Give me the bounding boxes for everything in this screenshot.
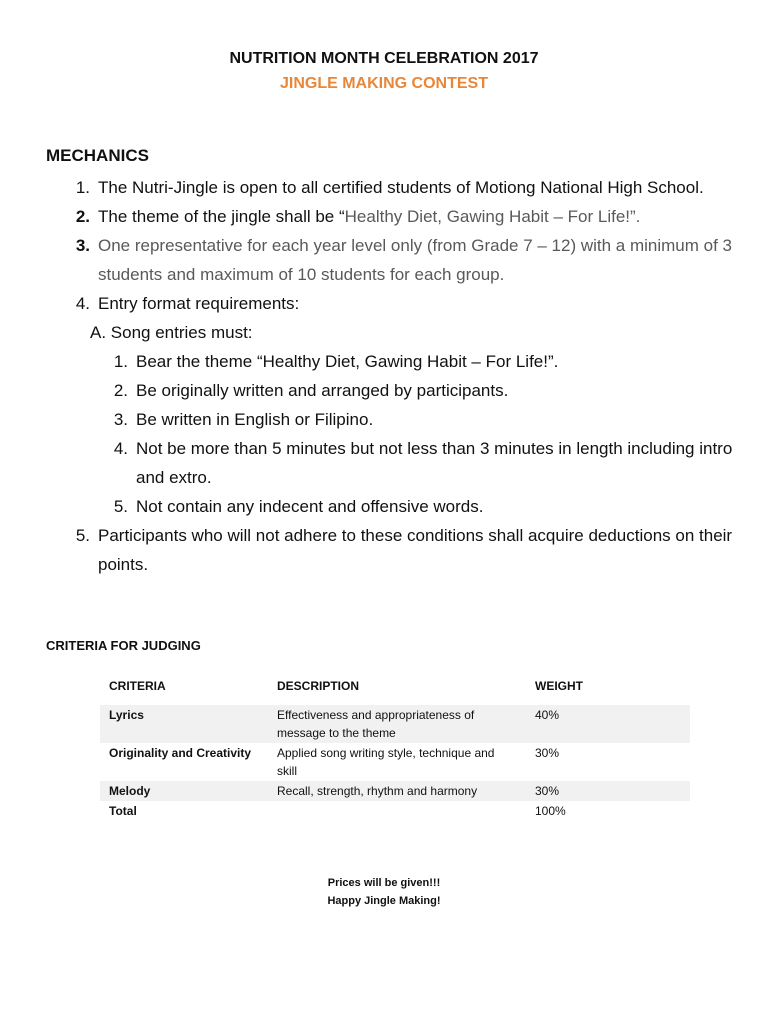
song-entry-item-2: 2. Be originally written and arranged by participants. xyxy=(113,381,509,400)
column-header-description: DESCRIPTION xyxy=(277,679,360,693)
criteria-table xyxy=(100,676,690,821)
song-entry-item-1: 1. Bear the theme “Healthy Diet, Gawing Habit – For Life!”. xyxy=(113,352,559,371)
contest-subtitle: JINGLE MAKING CONTEST xyxy=(279,75,488,92)
mechanics-heading: MECHANICS xyxy=(46,146,149,165)
mechanics-list xyxy=(46,173,736,579)
song-entries-heading: A. Song entries must: xyxy=(90,323,253,342)
song-entries-list xyxy=(46,347,736,521)
criteria-heading: CRITERIA FOR JUDGING xyxy=(46,638,201,653)
table-row: Originality and Creativity Applied song writing style, technique and skill 30% xyxy=(109,746,560,778)
prizes-note: Prices will be given!!! xyxy=(327,877,441,889)
table-row: Lyrics Effectiveness and appropriateness of message to the theme 40% xyxy=(100,705,690,743)
table-row: Melody Recall, strength, rhythm and harmony 30% xyxy=(100,781,690,801)
column-header-criteria: CRITERIA xyxy=(109,679,166,693)
theme-quote: Healthy Diet, Gawing Habit – For Life!”. xyxy=(344,207,641,226)
mechanics-item-2: 2. The theme of the jingle shall be “Healthy Diet, Gawing Habit – For Life!”. xyxy=(75,207,641,226)
closing-note: Happy Jingle Making! xyxy=(327,895,441,907)
table-header-row xyxy=(100,676,690,705)
mechanics-item-5: 5. Participants who will not adhere to these conditions shall acquire deductions on their points. xyxy=(75,526,733,574)
mechanics-item-4: 4. Entry format requirements: xyxy=(75,294,300,313)
mechanics-item-3: 3. One representative for each year level only (from Grade 7 – 12) with a minimum of 3 students and maximum of 10 students for each group. xyxy=(75,236,733,284)
song-entry-item-5: 5. Not contain any indecent and offensive words. xyxy=(113,497,484,516)
column-header-weight: WEIGHT xyxy=(535,679,583,693)
song-entry-item-3: 3. Be written in English or Filipino. xyxy=(113,410,374,429)
document-title: NUTRITION MONTH CELEBRATION 2017 xyxy=(229,50,539,67)
song-entry-item-4: 4. Not be more than 5 minutes but not less than 3 minutes in length including intro and extro. xyxy=(113,439,733,487)
table-total-row: Total 100% xyxy=(109,804,566,818)
mechanics-item-1: 1. The Nutri-Jingle is open to all certified students of Motiong National High School. xyxy=(75,178,704,197)
